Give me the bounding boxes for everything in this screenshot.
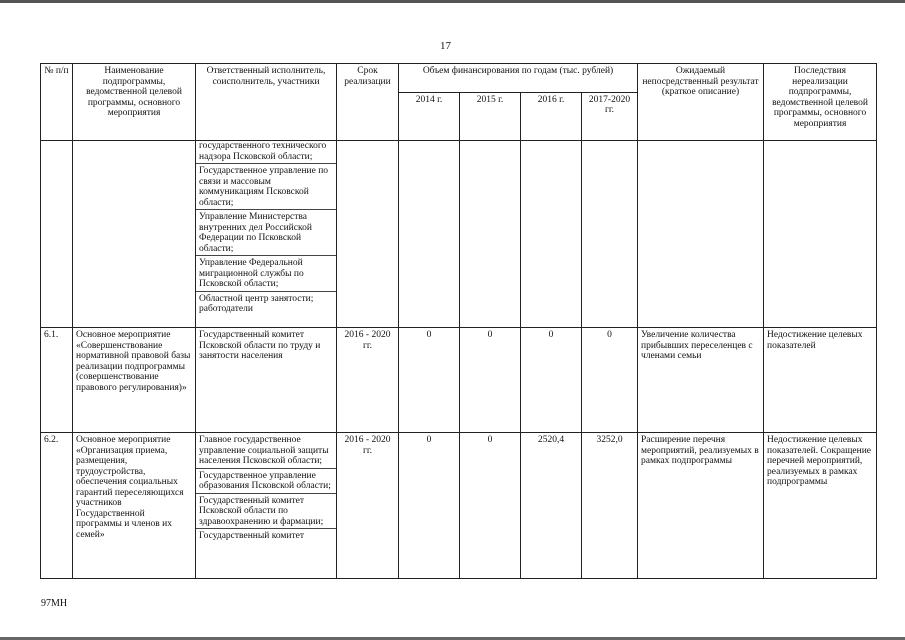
col-header-responsible: Ответственный исполнитель, соисполнитель, участники bbox=[196, 64, 337, 141]
responsible-item: Государственный комитет Псковской области по здравоохранению и фармации; bbox=[196, 493, 336, 528]
col-header-term: Срок реализации bbox=[337, 64, 399, 141]
table-row-6-2 bbox=[41, 433, 877, 579]
funding-2017-2020: 3252,0 bbox=[582, 433, 638, 579]
col-header-name: Наименование подпрограммы, ведомственной целевой программы, основного мероприятия bbox=[73, 64, 196, 141]
col-header-funding: Объем финансирования по годам (тыс. рублей) bbox=[399, 64, 638, 93]
col-header-num: № п/п bbox=[41, 64, 73, 141]
responsible-item: Главное государственное управление социальной защиты населения Псковской области; bbox=[199, 435, 329, 466]
consequences-cell: Недостижение целевых показателей. Сокращение перечней мероприятий, реализуемых в рамках подпрограммы bbox=[764, 433, 877, 579]
term-cell: 2016 - 2020 гг. bbox=[337, 433, 399, 579]
col-header-2017-2020: 2017-2020 гг. bbox=[582, 92, 638, 140]
top-border-line bbox=[0, 0, 905, 3]
row-number: 6.1. bbox=[41, 328, 73, 433]
funding-2014: 0 bbox=[399, 433, 460, 579]
activity-name: Основное мероприятие «Совершенствование нормативной правовой базы реализации подпрограммы (совершенствование правового регулирования)» bbox=[73, 328, 196, 433]
page-number: 17 bbox=[440, 40, 451, 52]
funding-2014: 0 bbox=[399, 328, 460, 433]
col-header-2016: 2016 г. bbox=[521, 92, 582, 140]
consequences-cell: Недостижение целевых показателей bbox=[764, 328, 877, 433]
table-row-6-1 bbox=[41, 328, 877, 433]
activity-name: Основное мероприятие «Организация приема, размещения, трудоустройства, обеспечения социальных гарантий переселяющихся участников Государственной программы и членов их семей» bbox=[73, 433, 196, 579]
col-header-consequences: Последствия нереализации подпрограммы, ведомственной целевой программы, основного мероприятия bbox=[764, 64, 877, 141]
footer-code: 97МН bbox=[41, 598, 68, 609]
responsible-cell bbox=[196, 141, 337, 328]
expected-result: Увеличение количества прибывших переселенцев с членами семьи bbox=[638, 328, 764, 433]
expected-result: Расширение перечня мероприятий, реализуемых в рамках подпрограммы bbox=[638, 433, 764, 579]
table-row-continued bbox=[41, 141, 877, 328]
col-header-2014: 2014 г. bbox=[399, 92, 460, 140]
responsible-item: Государственное управление по связи и массовым коммуникациям Псковской области; bbox=[196, 163, 336, 208]
responsible-item: Управление Министерства внутренних дел Российской Федерации по Псковской области; bbox=[196, 209, 336, 254]
responsible-cell bbox=[196, 433, 337, 579]
funding-2017-2020: 0 bbox=[582, 328, 638, 433]
responsible-cell bbox=[196, 328, 337, 433]
responsible-item: Государственный комитет bbox=[196, 528, 336, 542]
program-table bbox=[40, 63, 877, 579]
responsible-item: Государственный комитет Псковской области по труду и занятости населения bbox=[199, 330, 321, 361]
responsible-item: Областной центр занятости; работодатели bbox=[196, 291, 336, 315]
col-header-expected: Ожидаемый непосредственный результат (краткое описание) bbox=[638, 64, 764, 141]
funding-2015: 0 bbox=[460, 433, 521, 579]
funding-2016: 0 bbox=[521, 328, 582, 433]
row-number: 6.2. bbox=[41, 433, 73, 579]
responsible-item: Управление Федеральной миграционной службы по Псковской области; bbox=[196, 255, 336, 290]
header-row bbox=[41, 64, 877, 93]
term-cell: 2016 - 2020 гг. bbox=[337, 328, 399, 433]
funding-2016: 2520,4 bbox=[521, 433, 582, 579]
responsible-item: государственного технического надзора Псковской области; bbox=[199, 141, 327, 162]
col-header-2015: 2015 г. bbox=[460, 92, 521, 140]
funding-2015: 0 bbox=[460, 328, 521, 433]
responsible-item: Государственное управление образования Псковской области; bbox=[196, 468, 336, 492]
